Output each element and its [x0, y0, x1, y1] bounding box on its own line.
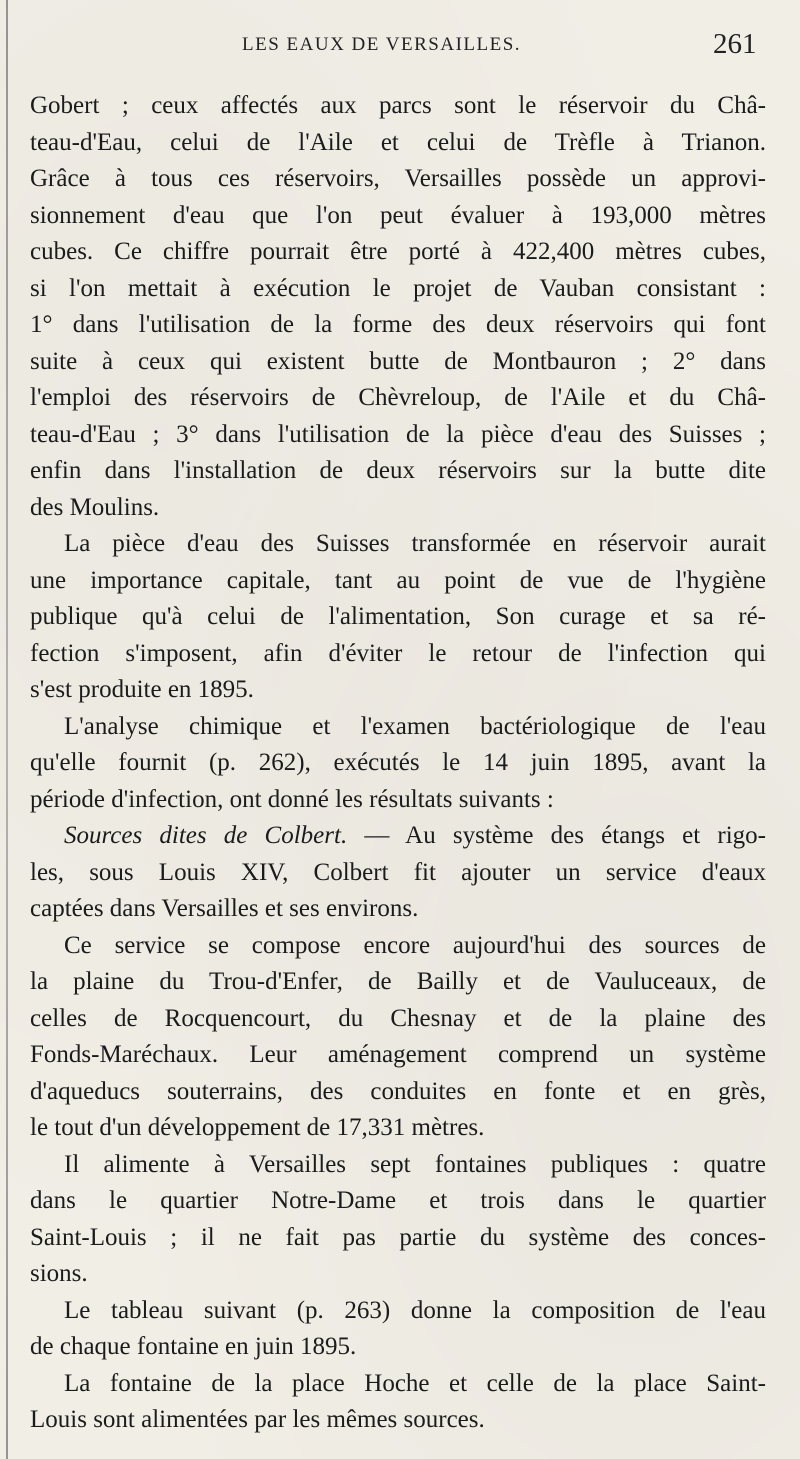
text-line: d'aqueducs souterrains, des conduites en fonte et en grès, [30, 1077, 766, 1105]
page-binding-edge [6, 0, 8, 1459]
text-line-rest: — Au système des étangs et rigo- [347, 822, 766, 849]
page-number: 261 [713, 28, 757, 60]
section-heading-italic: Sources dites de Colbert. [64, 822, 348, 849]
text-line: période d'infection, ont donné les résultats suivants : [30, 785, 554, 813]
text-line: une importance capitale, tant au point de vue de l'hygiène [30, 566, 766, 594]
running-title: LES EAUX DE VERSAILLES. [242, 34, 522, 55]
text-line: La fontaine de la place Hoche et celle de la place Saint- [64, 1369, 766, 1397]
text-line: le tout d'un développement de 17,331 mètres. [30, 1114, 485, 1141]
text-line: sionnement d'eau que l'on peut évaluer à 193,000 mètres [30, 201, 766, 229]
text-line: la plaine du Trou-d'Enfer, de Bailly et de Vauluceaux, de [30, 968, 766, 995]
text-line: L'analyse chimique et l'examen bactériologique de l'eau [64, 712, 766, 740]
text-line: fection s'imposent, afin d'éviter le retour de l'infection qui [30, 639, 766, 667]
text-line: suite à ceux qui existent butte de Montbauron ; 2° dans [30, 347, 766, 375]
text-line: Gobert ; ceux affectés aux parcs sont le réservoir du Châ- [30, 92, 766, 119]
text-line: si l'on mettait à exécution le projet de Vauban consistant : [30, 274, 766, 302]
text-line: s'est produite en 1895. [30, 676, 254, 703]
text-line: captées dans Versailles et ses environs. [30, 895, 419, 922]
text-line: de chaque fontaine en juin 1895. [30, 1333, 357, 1360]
text-line [30, 818, 766, 855]
text-line: teau-d'Eau, celui de l'Aile et celui de Trèfle à Trianon. [30, 128, 766, 156]
text-line: La pièce d'eau des Suisses transformée en réservoir aurait [64, 530, 766, 557]
text-line: Ce service se compose encore aujourd'hui des sources de [64, 931, 766, 959]
text-line: l'emploi des réservoirs de Chèvreloup, de l'Aile et du Châ- [30, 384, 766, 411]
text-line: Saint-Louis ; il ne fait pas partie du système des conces- [30, 1223, 766, 1251]
text-line: les, sous Louis XIV, Colbert fit ajouter un service d'eaux [30, 858, 766, 886]
text-line: dans le quartier Notre-Dame et trois dans le quartier [30, 1187, 766, 1214]
page-header [0, 28, 800, 68]
text-line: des Moulins. [30, 493, 160, 521]
text-line: qu'elle fournit (p. 262), exécutés le 14 juin 1895, avant la [30, 749, 766, 776]
text-line: enfin dans l'installation de deux réservoirs sur la butte dite [30, 457, 766, 484]
text-line: Le tableau suivant (p. 263) donne la composition de l'eau [64, 1296, 766, 1324]
text-line: teau-d'Eau ; 3° dans l'utilisation de la pièce d'eau des Suisses ; [30, 420, 766, 448]
text-line: Fonds-Maréchaux. Leur aménagement comprend un système [30, 1041, 766, 1068]
body-text [30, 88, 766, 1439]
text-line: Louis sont alimentées par les mêmes sources. [30, 1406, 485, 1433]
text-line: sions. [30, 1260, 88, 1287]
text-line: cubes. Ce chiffre pourrait être porté à 422,400 mètres cubes, [30, 238, 766, 265]
text-line: celles de Rocquencourt, du Chesnay et de la plaine des [30, 1004, 766, 1032]
text-line: publique qu'à celui de l'alimentation, Son curage et sa ré- [30, 603, 766, 630]
text-line: Il alimente à Versailles sept fontaines publiques : quatre [64, 1150, 766, 1178]
text-line: Grâce à tous ces réservoirs, Versailles possède un approvi- [30, 165, 766, 192]
text-line: 1° dans l'utilisation de la forme des deux réservoirs qui font [30, 311, 766, 338]
